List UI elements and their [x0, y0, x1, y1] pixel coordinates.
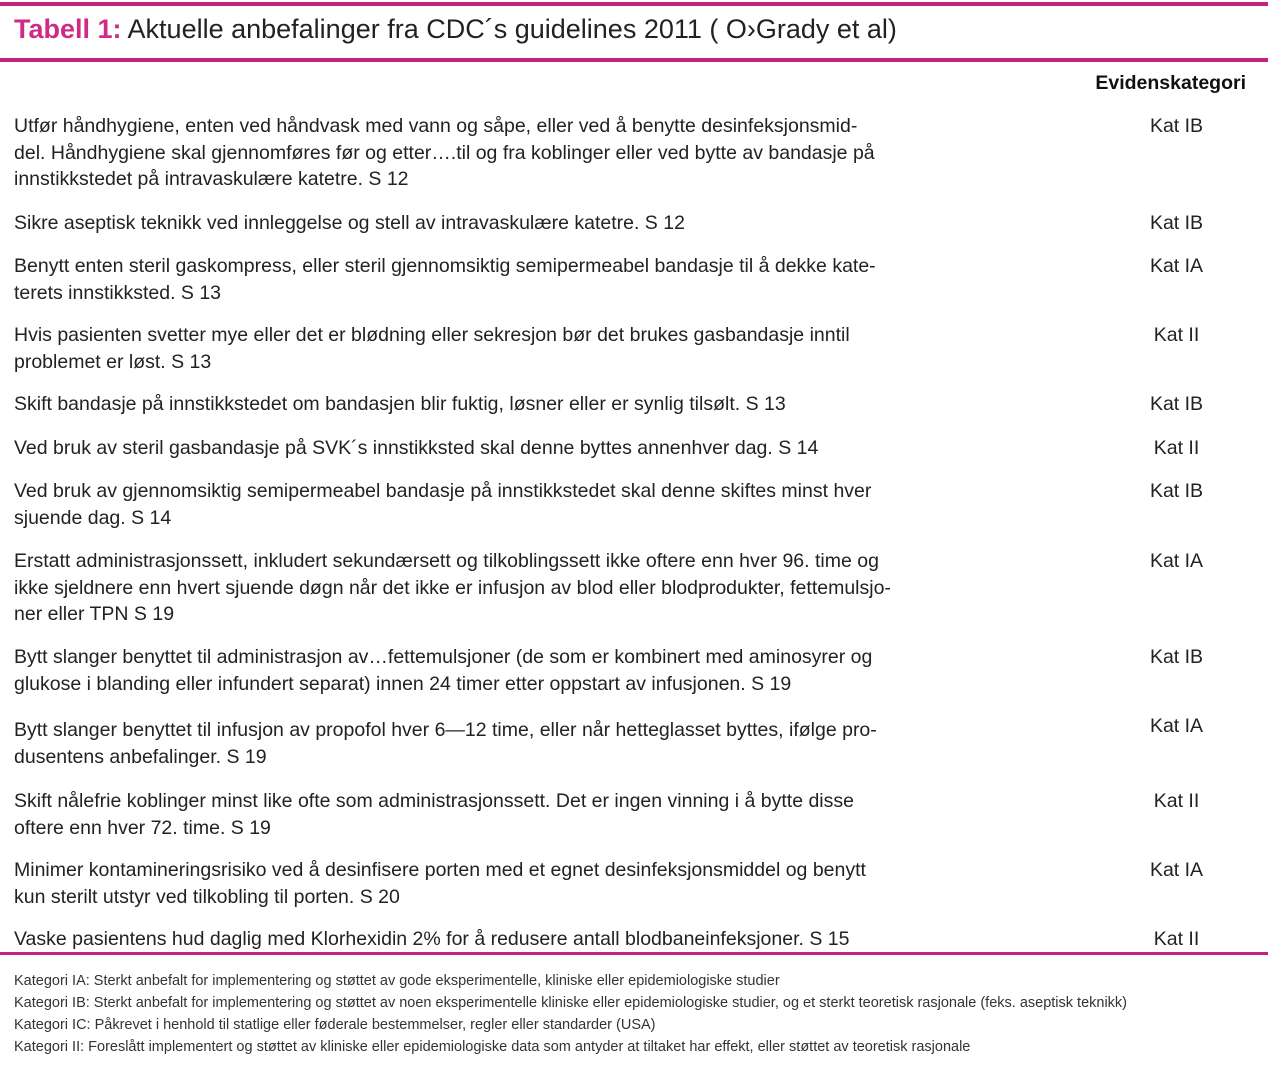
evidence-category: Kat II: [1153, 928, 1200, 950]
table-row: [14, 435, 1268, 462]
recommendation-text: [14, 717, 1268, 770]
recommendation-line: Sikre aseptisk teknikk ved innleggelse og stell av intravaskulære katetre. S 12: [14, 212, 685, 234]
table-row: [14, 788, 1268, 841]
column-header-evidence: Evidenskategori: [1095, 72, 1246, 94]
recommendation-text: [14, 857, 1268, 910]
recommendation-line: Minimer kontamineringsrisiko ved å desinfisere porten med et egnet desinfeksjonsmiddel og benytt: [14, 859, 866, 881]
footnote: Kategori II: Foreslått implementert og støttet av kliniske eller epidemiologiske data som antyder at tiltaket har effekt, eller støttet av teoretisk rasjonale: [14, 1039, 971, 1055]
top-rule: [0, 2, 1268, 6]
evidence-category: Kat II: [1153, 790, 1200, 812]
recommendation-line: Skift bandasje på innstikkstedet om bandasjen blir fuktig, løsner eller er synlig tilsølt. S 13: [14, 393, 786, 415]
evidence-category: Kat IA: [1149, 550, 1204, 572]
footnotes: [14, 970, 1127, 1058]
evidence-category: Kat IB: [1149, 115, 1204, 137]
recommendation-line: Utfør håndhygiene, enten ved håndvask med vann og såpe, eller ved å benytte desinfeksjonsmid-: [14, 115, 858, 137]
table-row: [14, 322, 1268, 375]
evidence-category: Kat IB: [1149, 480, 1204, 502]
table-row: [14, 717, 1268, 770]
recommendation-line: oftere enn hver 72. time. S 19: [14, 816, 271, 839]
recommendation-text: [14, 391, 1268, 418]
recommendation-text: [14, 548, 1268, 628]
recommendation-line: Bytt slanger benyttet til infusjon av propofol hver 6—12 time, eller når hetteglasset byttes, ifølge pro-: [14, 719, 877, 741]
recommendation-line: Hvis pasienten svetter mye eller det er blødning eller sekresjon bør det brukes gasbandasje inntil: [14, 324, 850, 346]
recommendation-line: del. Håndhygiene skal gjennomføres før og etter….til og fra koblinger eller ved bytte av bandasje på: [14, 141, 875, 164]
recommendation-line: dusentens anbefalinger. S 19: [14, 745, 267, 768]
table-row: [14, 926, 1268, 953]
title-rule: [0, 58, 1268, 62]
table-row: [14, 113, 1268, 193]
footnote: Kategori IB: Sterkt anbefalt for implementering og støttet av noen eksperimentelle kliniske eller epidemiologiske studier, og et sterkt teoretisk rasjonale (feks. aseptisk teknikk): [14, 995, 1128, 1011]
recommendation-text: [14, 788, 1268, 841]
table-row: [14, 548, 1268, 628]
recommendation-line: sjuende dag. S 14: [14, 506, 172, 529]
evidence-category: Kat IB: [1149, 212, 1204, 234]
recommendation-line: Skift nålefrie koblinger minst like ofte som administrasjonssett. Det er ingen vinning i å bytte disse: [14, 790, 854, 812]
table-row: [14, 253, 1268, 306]
table-title: [14, 14, 897, 45]
recommendation-text: [14, 478, 1268, 531]
table-row: [14, 644, 1268, 697]
table-row: [14, 210, 1268, 237]
recommendation-line: Benytt enten steril gaskompress, eller steril gjennomsiktig semipermeabel bandasje til å dekke kate-: [14, 255, 876, 277]
evidence-category: Kat IA: [1149, 859, 1204, 881]
table-row: [14, 857, 1268, 910]
recommendation-line: ner eller TPN S 19: [14, 603, 175, 625]
evidence-category: Kat IB: [1149, 393, 1204, 415]
evidence-category: Kat IA: [1149, 715, 1204, 737]
evidence-category: Kat IA: [1149, 255, 1204, 277]
recommendation-line: Vaske pasientens hud daglig med Klorhexidin 2% for å redusere antall blodbaneinfeksjoner. S 15: [14, 928, 850, 950]
recommendation-line: kun sterilt utstyr ved tilkobling til porten. S 20: [14, 885, 400, 908]
recommendation-line: terets innstikksted. S 13: [14, 281, 222, 304]
recommendation-line: problemet er løst. S 13: [14, 350, 212, 373]
table-row: [14, 478, 1268, 531]
recommendation-text: [14, 435, 1268, 462]
footnote: Kategori IC: Påkrevet i henhold til statlige eller føderale bestemmelser, regler eller standarder (USA): [14, 1017, 656, 1033]
table-title-prefix: Tabell 1:: [14, 14, 122, 44]
recommendation-text: [14, 926, 1268, 953]
footnote: Kategori IA: Sterkt anbefalt for implementering og støttet av gode eksperimentelle, kliniske eller epidemiologiske studier: [14, 973, 780, 989]
recommendation-line: innstikkstedet på intravaskulære katetre. S 12: [14, 168, 409, 190]
evidence-category: Kat II: [1153, 324, 1200, 346]
recommendation-line: Erstatt administrasjonssett, inkludert sekundærsett og tilkoblingssett ikke oftere enn hver 96. time og: [14, 550, 879, 572]
evidence-category: Kat II: [1153, 437, 1200, 459]
recommendation-text: [14, 322, 1268, 375]
recommendation-line: glukose i blanding eller infundert separat) innen 24 timer etter oppstart av infusjonen. S 19: [14, 672, 792, 695]
bottom-rule: [0, 952, 1268, 955]
recommendation-text: [14, 113, 1268, 193]
recommendation-text: [14, 210, 1268, 237]
table-row: [14, 391, 1268, 418]
table-title-text: Aktuelle anbefalinger fra CDC´s guidelines 2011 ( O›Grady et al): [127, 14, 897, 44]
recommendation-line: Ved bruk av gjennomsiktig semipermeabel bandasje på innstikkstedet skal denne skiftes minst hver: [14, 480, 872, 502]
recommendation-text: [14, 253, 1268, 306]
recommendation-line: Ved bruk av steril gasbandasje på SVK´s innstikksted skal denne byttes annenhver dag. S 14: [14, 437, 819, 459]
recommendation-line: Bytt slanger benyttet til administrasjon av…fettemulsjoner (de som er kombinert med aminosyrer og: [14, 646, 873, 668]
recommendation-line: ikke sjeldnere enn hvert sjuende døgn når det ikke er infusjon av blod eller blodprodukter, fettemulsjo-: [14, 576, 891, 599]
evidence-category: Kat IB: [1149, 646, 1204, 668]
recommendation-text: [14, 644, 1268, 697]
